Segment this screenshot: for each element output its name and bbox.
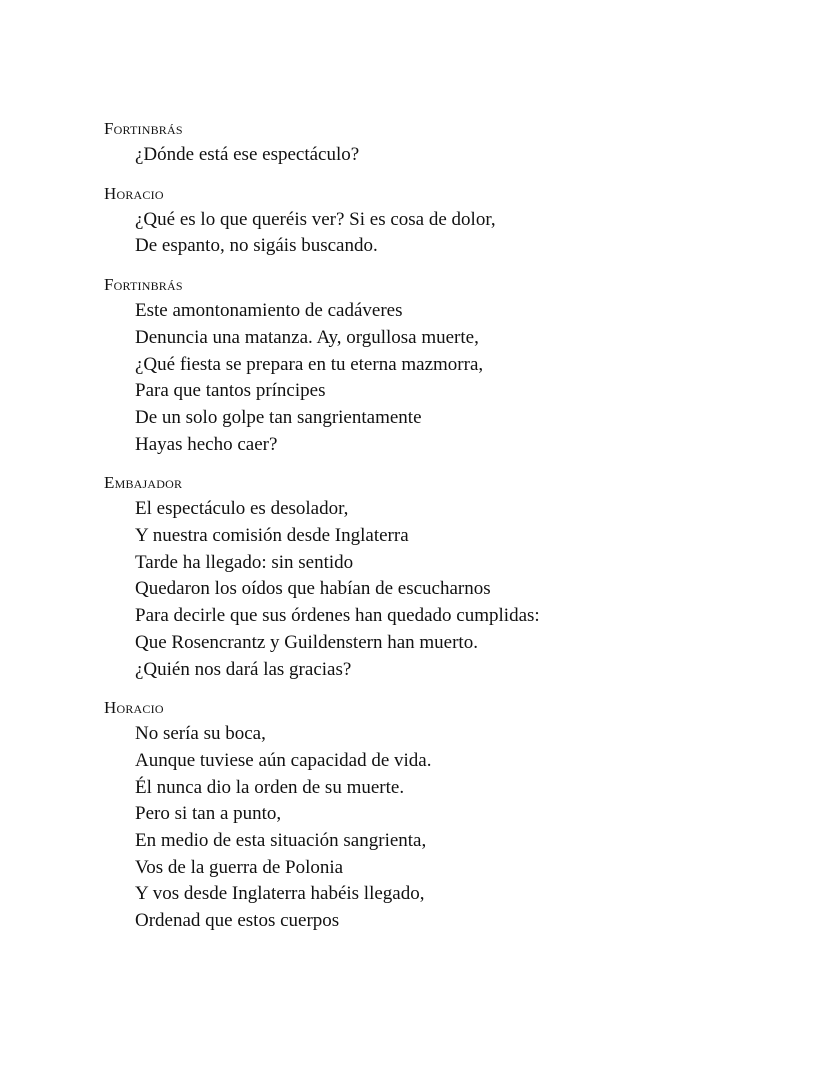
dialogue-line: Que Rosencrantz y Guildenstern han muerto. [135, 631, 478, 653]
dialogue-line: Y vos desde Inglaterra habéis llegado, [135, 883, 425, 905]
dialogue-line: Pero si tan a punto, [135, 803, 282, 825]
speech-block [104, 183, 804, 260]
speech-block [104, 472, 804, 683]
speaker-name: Horacio [104, 698, 164, 718]
dialogue-line: No sería su boca, [135, 723, 266, 745]
dialogue-line: De un solo golpe tan sangrientamente [135, 406, 422, 428]
dialogue-line: Tarde ha llegado: sin sentido [135, 551, 354, 573]
dialogue-line: Hayas hecho caer? [135, 433, 278, 455]
dialogue-line: ¿Qué fiesta se prepara en tu eterna mazmorra, [135, 353, 484, 375]
dialogue-line: Vos de la guerra de Polonia [135, 856, 344, 878]
dialogue-lines [104, 298, 804, 458]
speaker-name: Horacio [104, 183, 164, 203]
dialogue-lines [104, 496, 804, 683]
dialogue-line: El espectáculo es desolador, [135, 498, 349, 520]
dialogue-line: ¿Quién nos dará las gracias? [135, 658, 352, 680]
play-text-page [104, 118, 804, 949]
speech-block [104, 274, 804, 458]
speaker-name: Embajador [104, 473, 183, 493]
dialogue-lines [104, 207, 804, 260]
dialogue-line: Aunque tuviese aún capacidad de vida. [135, 749, 432, 771]
dialogue-lines [104, 142, 804, 169]
dialogue-line: ¿Qué es lo que queréis ver? Si es cosa de dolor, [135, 208, 496, 230]
dialogue-line: Quedaron los oídos que habían de escucharnos [135, 578, 491, 600]
dialogue-line: Para decirle que sus órdenes han quedado cumplidas: [135, 605, 540, 627]
dialogue-lines [104, 721, 804, 935]
dialogue-line: Él nunca dio la orden de su muerte. [135, 776, 405, 798]
speech-block [104, 697, 804, 935]
dialogue-line: Y nuestra comisión desde Inglaterra [135, 525, 409, 547]
dialogue-line: En medio de esta situación sangrienta, [135, 830, 427, 852]
speaker-name: Fortinbrás [104, 275, 183, 295]
dialogue-line: Ordenad que estos cuerpos [135, 910, 340, 932]
speaker-name: Fortinbrás [104, 119, 183, 138]
dialogue-line: Este amontonamiento de cadáveres [135, 300, 403, 322]
dialogue-line: De espanto, no sigáis buscando. [135, 235, 378, 257]
dialogue-line: Para que tantos príncipes [135, 380, 326, 402]
dialogue-line: ¿Dónde está ese espectáculo? [135, 144, 360, 165]
speech-block [104, 118, 804, 169]
dialogue-line: Denuncia una matanza. Ay, orgullosa muerte, [135, 326, 479, 348]
